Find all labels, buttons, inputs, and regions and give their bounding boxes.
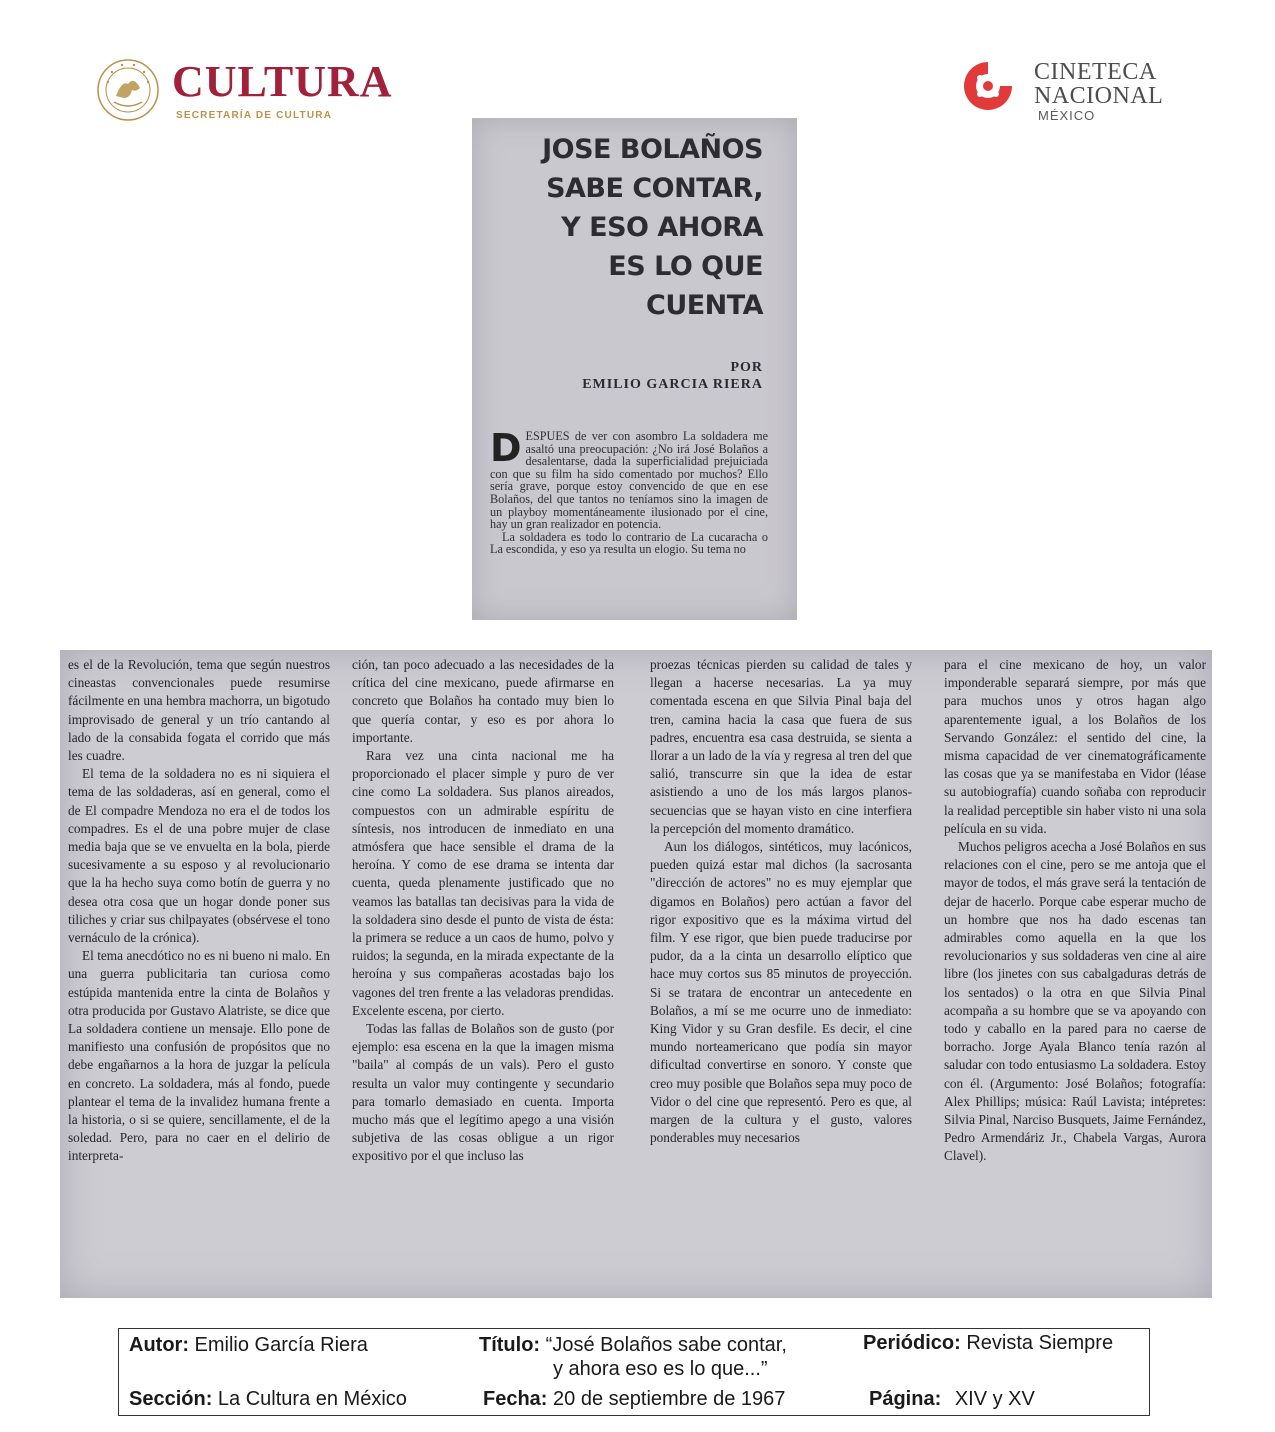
article-lead	[490, 426, 768, 557]
article-paragraph: El tema de la soldadera no es ni siquiera el tema de las soldaderas, así en general, como el de El compadre Mendoza no era el de todos los compadres. Es el de una pobre mujer de clase media baja que se ve envuelta en la bola, pierde sucesivamente a su esposo y al revolucionario que la ha hecho suya como botín de guerra y no desea otra cosa que un hogar donde poner sus tiliches y criar sus chilpayates (obsérvese el tono vernáculo de la crónica).	[68, 766, 330, 946]
article-paragraph: Aun los diálogos, sintéticos, muy lacónicos, pueden quizá estar mal dichos (la sacrosanta "dirección de actores" no es muy ejemplar que digamos en Bolaños) pero actúan a favor del rigor expositivo que es la máxima virtud del film. Y ese rigor, que bien puede traducirse por pudor, da a la cinta un desarrollo elíptico que hace muy cortos sus 85 minutos de proyección. Si se tratara de encontrar un antecedente en Bolaños, a mí se me ocurre uno de inmediato: King Vidor y su Gran desfile. Es decir, el cine mundo norteamericano que podía sin mayor dificultad convertirse en sonoro. Y conste que creo muy posible que Bolaños sepa muy poco de Vidor o del cine que representó. Pero es que, al margen de la cultura y el gusto, valores ponderables muy necesarios	[650, 839, 912, 1146]
article-paragraph: Todas las fallas de Bolaños son de gusto (por ejemplo: esa escena en la que la imagen misma "baila" al compás de un vals). Pero el gusto resulta un valor muy contingente y secundario para tomarlo demasiado en cuenta. Importa mucho más que el legítimo apego a una visión subjetiva de las cosas obligue a un rigor expositivo por el que incluso las	[352, 1021, 614, 1164]
article-paragraph: Muchos peligros acecha a José Bolaños en sus relaciones con el cine, pero se me antoja que el mayor de todos, el más grave será la tentación de dejar de hacerlo. Porque cabe esperar mucho de un hombre que nos ha dado escenas tan admirables como aquella en la que los revolucionarios y sus soldaderas ven cine al aire libre (los jinetes con sus cabalgaduras detrás de los sentados) o la otra en que Silvia Pinal acompaña a su hombre que se va apoyando con todo y caballo en la pared para no caerse de borracho. Jorge Ayala Blanco tenía razón al saludar con todo entusiasmo La soldadera. Estoy con él. (Argumento: José Bolaños; fotografía: Alex Phillips; música: Raúl Lavista; intépretes: Silvia Pinal, Narciso Busquets, Jaime Fernández, Pedro Armendáriz Jr., Chabela Vargas, Aurora Clavel).	[944, 839, 1206, 1164]
article-paragraph: Rara vez una cinta nacional me ha proporcionado el placer simple y puro de ver cine como La soldadera. Sus planos aireados, compuestos con un admirable espíritu de síntesis, nos introducen de inmediato en una atmósfera que hace sensible el drama de la heroína. Y como de ese drama se intenta dar cuenta, queda plenamente justificado que no veamos las batallas tan decisivas para la vida de la soldadera sino desde el punto de vista de ésta: la primera se reduce a un caos de humo, polvo y ruidos; la segunda, en la mirada expectante de la heroína y sus compañeras acostadas bajo los vagones del tren frente a las veladoras prendidas. Excelente escena, por cierto.	[352, 748, 614, 1018]
article-column-3	[650, 656, 912, 1296]
pagina-value: XIV y XV	[954, 1388, 1035, 1410]
caption-fecha	[483, 1387, 785, 1411]
article-paragraph: proezas técnicas pierden su calidad de tales y llegan a hacerse necesarias. La ya muy comentada escena en que Silvia Pinal baja del tren, camina hacia la casa que fuera de sus padres, encuentra esa casa destruida, se sienta a llorar a un lado de la vía y regresa al tren del que salió, transcurre sin que la idea de estar asistiendo a uno de los más largos planos-secuencias que se hayan visto en cine interfiera la percepción del momento dramático.	[650, 657, 912, 836]
drop-cap: D	[490, 426, 522, 470]
film-reel-icon	[960, 58, 1016, 114]
clipping-headline	[472, 118, 797, 620]
fecha-value: 20 de septiembre de 1967	[553, 1388, 786, 1410]
headline-line: SABE CONTAR,	[546, 173, 763, 204]
caption-titulo	[479, 1333, 787, 1357]
caption-pagina	[869, 1387, 1035, 1411]
cineteca-line-2: NACIONAL	[1034, 83, 1164, 109]
archive-caption	[118, 1328, 1150, 1416]
lead-paragraph: La soldadera es todo lo contrario de La cucaracha o La escondida, y eso ya resulta un elogio. Su tema no	[490, 529, 768, 557]
caption-seccion	[129, 1387, 407, 1411]
headline-line: ES LO QUE	[608, 251, 763, 282]
article-column-2	[352, 656, 614, 1296]
titulo-label: Título:	[479, 1334, 541, 1356]
cultura-subtitle: SECRETARÍA DE CULTURA	[176, 110, 333, 121]
article-column-1	[68, 656, 330, 1296]
periodico-value: Revista Siempre	[966, 1332, 1114, 1354]
pagina-label: Página:	[869, 1388, 942, 1410]
article-paragraph: ción, tan poco adecuado a las necesidades de la crítica del cine mexicano, puede afirmarse en concreto que Bolaños ha contado muy bien lo que quería contar, y eso es por ahora lo importante.	[352, 657, 614, 745]
article-paragraph: El tema anecdótico no es ni bueno ni malo. En una guerra publicitaria tan curiosa como estúpida mantenida entre la cinta de Bolaños y otra producida por Gustavo Alatriste, se dice que La soldadera contiene un mensaje. Ello pone de manifiesto una confusión de propósitos que no debe engañarnos a la hora de juzgar la película en concreto. La soldadera, más al fondo, puede plantear el tema de la invalidez humana frente a la historia, o si se quiere, sencillamente, el de la soledad. Pero, para no caer en el delirio de interpreta-	[68, 948, 330, 1164]
cineteca-logo	[960, 56, 1190, 128]
autor-label: Autor:	[129, 1334, 189, 1356]
titulo-value-2: y ahora eso es lo que...”	[553, 1358, 768, 1380]
seccion-label: Sección:	[129, 1388, 213, 1410]
clipping-body	[60, 650, 1212, 1298]
article-paragraph: para el cine mexicano de hoy, un valor imponderable separará siempre, por más que para muchos unos y otros hagan algo aparentemente igual, a los Bolaños de los Servando González: el sentido del cine, la misma capacidad de ver cinematográficamente las cosas que ya se manifestaba en Vidor (léase su autobiografía) cuando soñaba con reproducir la realidad perceptible sin haber visto ni una sola película en su vida.	[944, 657, 1206, 836]
byline-name: EMILIO GARCIA RIERA	[582, 377, 763, 392]
article-paragraph: es el de la Revolución, tema que según nuestros cineastas convencionales puede resumirse fácilmente en una hembra machorra, un bigotudo improvisado de general y un trío cantando al lado de la consabida fogata el corrido que más les cuadre.	[68, 657, 330, 764]
caption-periodico	[863, 1331, 1113, 1355]
seccion-value: La Cultura en México	[217, 1388, 407, 1410]
byline-por: POR	[730, 360, 763, 375]
mexican-seal-icon	[96, 58, 160, 122]
cultura-logo	[96, 56, 426, 130]
caption-autor	[129, 1333, 368, 1357]
headline-line: CUENTA	[646, 290, 763, 321]
article-headline	[473, 130, 763, 325]
cultura-wordmark: CULTURA	[172, 57, 393, 106]
lead-paragraph: ESPUES de ver con asombro La soldadera me asaltó una preocupación: ¿No irá José Bolaños a desalentarse, dada la superficialidad prejuiciada con que su film ha sido comentado por muchos? Ello sería grave, porque estoy convencido de que en ese Bolaños, del que tantos no teníamos sino la imagen de un playboy momentáneamente ilusionado por el cine, hay un gran realizador en potencia.	[490, 429, 768, 532]
cineteca-line-1: CINETECA	[1034, 59, 1157, 85]
periodico-label: Periódico:	[863, 1332, 961, 1354]
headline-line: JOSE BOLAÑOS	[542, 134, 763, 165]
headline-line: Y ESO AHORA	[561, 212, 763, 243]
article-column-4	[944, 656, 1206, 1296]
titulo-value-1: “José Bolaños sabe contar,	[545, 1334, 787, 1356]
autor-value: Emilio García Riera	[194, 1334, 368, 1356]
fecha-label: Fecha:	[483, 1388, 548, 1410]
cineteca-line-3: MÉXICO	[1038, 108, 1096, 123]
